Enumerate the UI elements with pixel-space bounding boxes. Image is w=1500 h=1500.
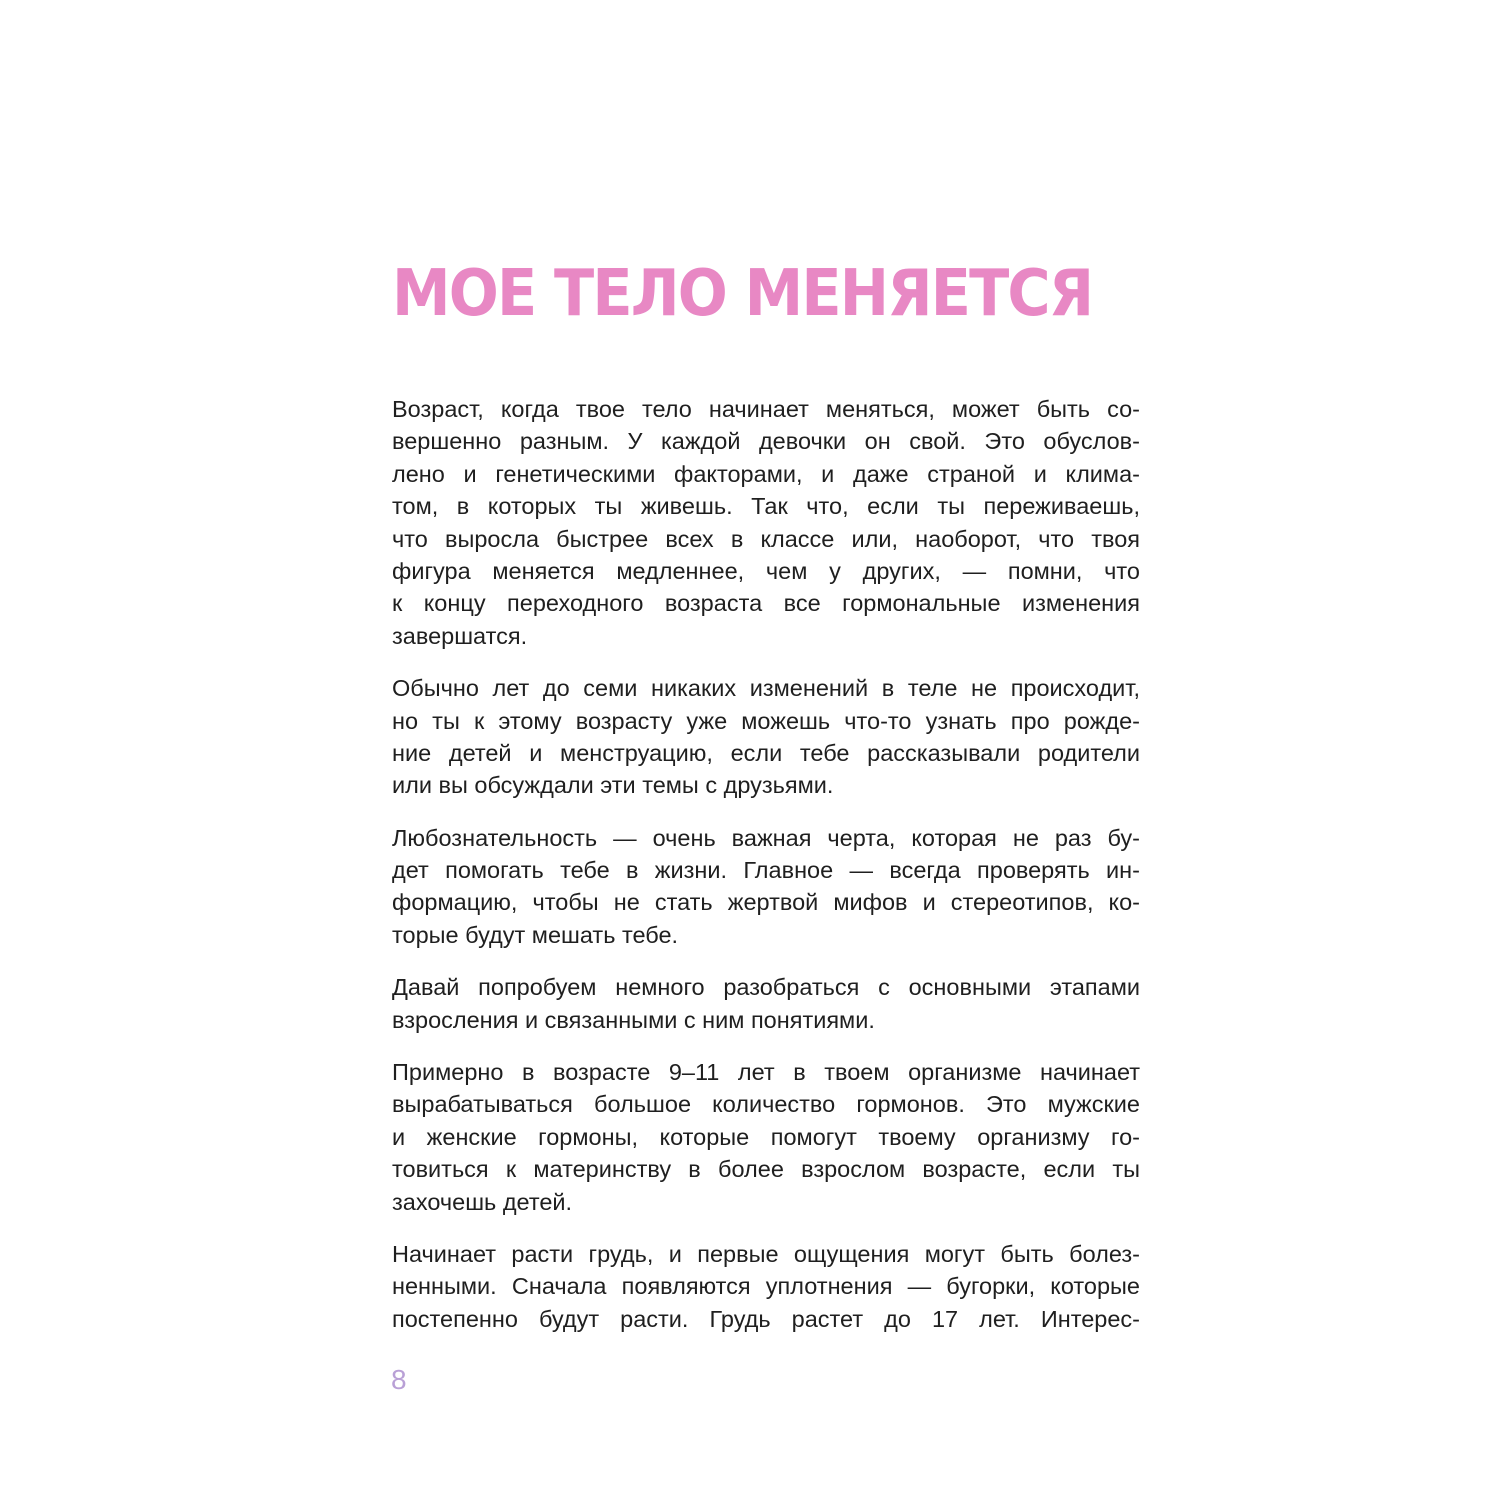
text-line: вырабатываться большое количество гормонов. Это мужские bbox=[392, 1091, 1140, 1118]
paragraph bbox=[392, 1238, 1140, 1335]
text-line: ненными. Сначала появляются уплотнения — бугорки, которые bbox=[392, 1273, 1140, 1300]
text-line: взросления и связанными с ним понятиями. bbox=[392, 1006, 875, 1033]
text-line: том, в которых ты живешь. Так что, если ты переживаешь, bbox=[392, 493, 1140, 520]
paragraph bbox=[392, 1056, 1140, 1218]
text-line: фигура меняется медленнее, чем у других, — помни, что bbox=[392, 557, 1140, 584]
text-line: постепенно будут расти. Грудь растет до 17 лет. Интерес- bbox=[392, 1305, 1140, 1332]
text-line: Возраст, когда твое тело начинает меняться, может быть со- bbox=[392, 396, 1140, 422]
page-title: МОЕ ТЕЛО МЕНЯЕТСЯ bbox=[392, 257, 1093, 331]
paragraph bbox=[392, 672, 1140, 802]
text-line: торые будут мешать тебе. bbox=[392, 921, 679, 948]
text-line: Давай попробуем немного разобраться с основными этапами bbox=[392, 974, 1140, 1001]
text-line: Начинает расти грудь, и первые ощущения могут быть болез- bbox=[392, 1240, 1140, 1267]
text-line: завершатся. bbox=[392, 622, 528, 649]
text-line: товиться к материнству в более взрослом возрасте, если ты bbox=[392, 1156, 1140, 1183]
text-line: и женские гормоны, которые помогут твоему организму го- bbox=[392, 1123, 1140, 1150]
text-line: формацию, чтобы не стать жертвой мифов и стереотипов, ко- bbox=[392, 889, 1140, 916]
paragraph bbox=[392, 393, 1140, 652]
body-text bbox=[392, 393, 1140, 1355]
text-line: захочешь детей. bbox=[392, 1188, 573, 1215]
page-number: 8 bbox=[391, 1364, 407, 1395]
text-line: или вы обсуждали эти темы с друзьями. bbox=[392, 772, 834, 799]
paragraph bbox=[392, 971, 1140, 1036]
text-line: дет помогать тебе в жизни. Главное — всегда проверять ин- bbox=[392, 857, 1140, 884]
text-line: что выросла быстрее всех в классе или, наоборот, что твоя bbox=[392, 525, 1140, 552]
text-line: ние детей и менструацию, если тебе рассказывали родители bbox=[392, 739, 1140, 766]
paragraph bbox=[392, 822, 1140, 952]
text-line: к концу переходного возраста все гормональные изменения bbox=[392, 590, 1140, 617]
text-line: Любознательность — очень важная черта, которая не раз бу- bbox=[392, 824, 1140, 851]
text-line: лено и генетическими факторами, и даже страной и клима- bbox=[392, 460, 1140, 487]
text-line: вершенно разным. У каждой девочки он свой. Это обуслов- bbox=[392, 428, 1140, 455]
text-line: Обычно лет до семи никаких изменений в теле не происходит, bbox=[392, 675, 1140, 702]
text-line: но ты к этому возрасту уже можешь что-то узнать про рожде- bbox=[392, 707, 1140, 734]
text-line: Примерно в возрасте 9–11 лет в твоем организме начинает bbox=[392, 1059, 1140, 1086]
